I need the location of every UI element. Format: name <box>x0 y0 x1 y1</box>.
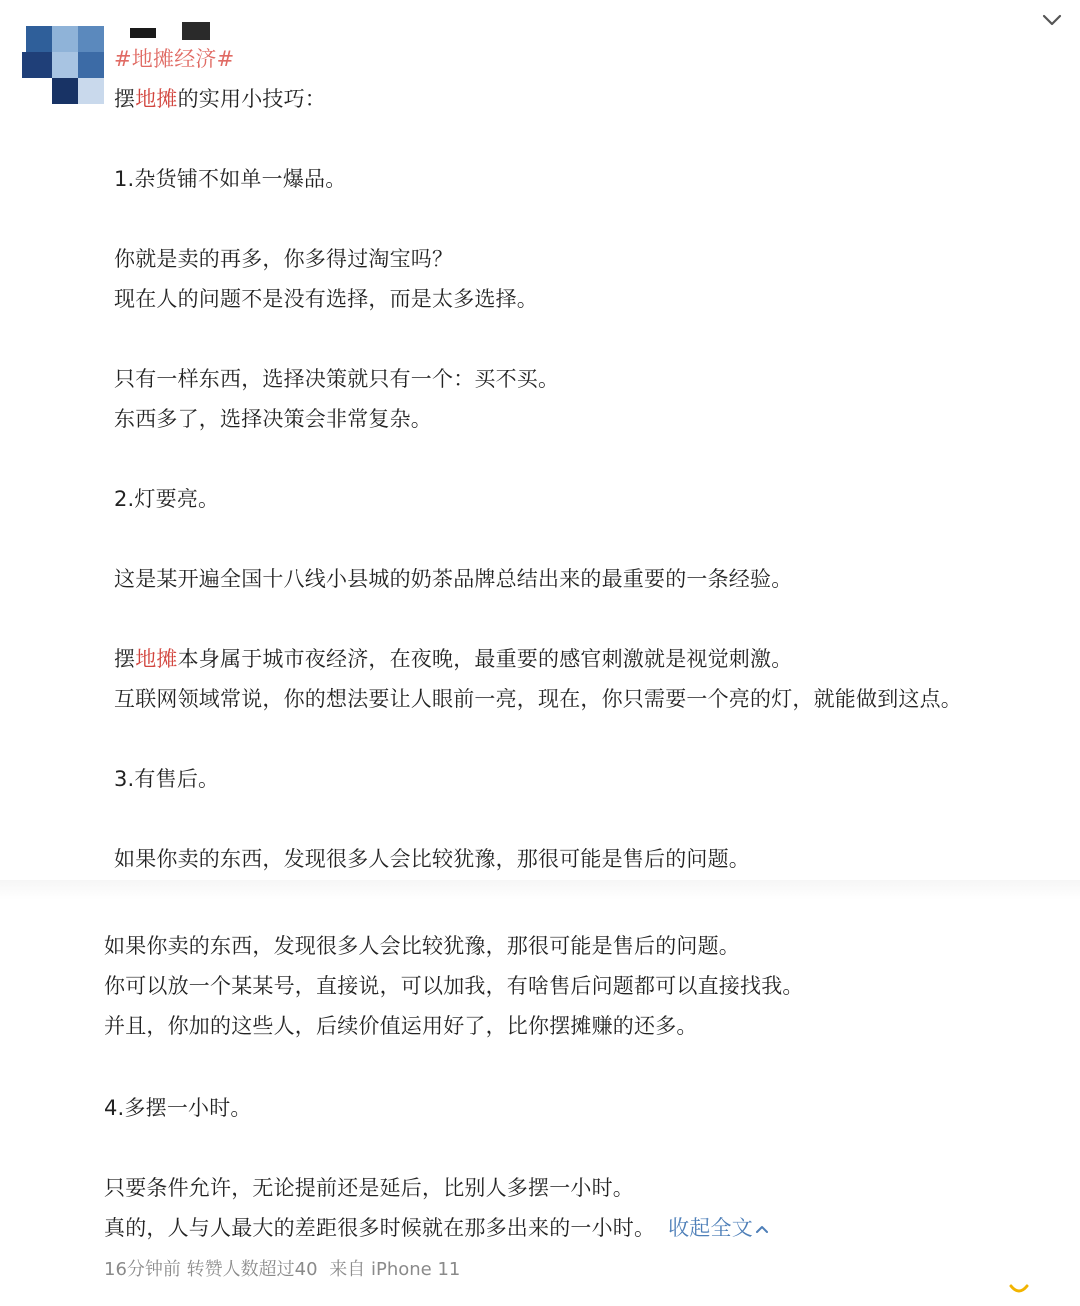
redaction-block <box>130 28 156 38</box>
intro-line <box>114 84 326 114</box>
tip-3-title: 3.有售后。 <box>114 767 220 791</box>
avatar-pixel <box>52 52 78 78</box>
collapse-label: 收起全文 <box>668 1216 753 1240</box>
avatar-pixel <box>52 78 78 104</box>
post-time: 16分钟前 <box>104 1259 181 1280</box>
tip-2-title: 2.灯要亮。 <box>114 487 220 511</box>
paragraph-line <box>104 1213 769 1243</box>
avatar-pixel <box>78 26 104 52</box>
chevron-up-icon <box>755 1223 769 1235</box>
paragraph-line: 如果你卖的东西，发现很多人会比较犹豫，那很可能是售后的问题。 <box>114 847 750 871</box>
paragraph-line: 这是某开遍全国十八线小县城的奶茶品牌总结出来的最重要的一条经验。 <box>114 567 793 591</box>
chevron-down-icon[interactable] <box>1040 8 1064 32</box>
paragraph-line: 只有一样东西，选择决策就只有一个：买不买。 <box>114 367 560 391</box>
tip-4-title: 4.多摆一小时。 <box>104 1096 252 1120</box>
paragraph-line: 只要条件允许，无论提前还是延后，比别人多摆一小时。 <box>104 1176 634 1200</box>
avatar-pixel <box>26 26 52 52</box>
screenshot-seam <box>0 880 1080 900</box>
repost-count[interactable]: 转赞人数超过40 <box>186 1259 318 1280</box>
redacted-username[interactable] <box>130 22 220 44</box>
tip-1-title: 1.杂货铺不如单一爆品。 <box>114 167 347 191</box>
avatar-pixel <box>78 52 104 78</box>
post-source: 来自 iPhone 11 <box>329 1259 461 1280</box>
avatar-pixel <box>22 52 52 78</box>
collapse-full-text-link[interactable] <box>668 1216 769 1240</box>
keyword-highlight[interactable]: 地摊 <box>135 647 178 671</box>
avatar-pixel <box>52 26 78 52</box>
paragraph-line: 并且，你加的这些人，后续价值运用好了，比你摆摊赚的还多。 <box>104 1014 698 1038</box>
text-suffix: 本身属于城市夜经济，在夜晚，最重要的感官刺激就是视觉刺激。 <box>177 647 793 671</box>
paragraph-line: 互联网领域常说，你的想法要让人眼前一亮，现在，你只需要一个亮的灯，就能做到这点。 <box>114 687 962 711</box>
text-prefix: 摆 <box>114 647 136 671</box>
intro-prefix: 摆 <box>114 87 136 111</box>
redaction-block <box>182 22 210 40</box>
paragraph-line: 你就是卖的再多，你多得过淘宝吗？ <box>114 247 454 271</box>
paragraph-line: 现在人的问题不是没有选择，而是太多选择。 <box>114 287 538 311</box>
paragraph-line: 如果你卖的东西，发现很多人会比较犹豫，那很可能是售后的问题。 <box>104 934 740 958</box>
last-line-text: 真的，人与人最大的差距很多时候就在那多出来的一小时。 <box>104 1216 656 1240</box>
hashtag-link[interactable]: #地摊经济# <box>114 47 235 71</box>
avatar-pixel <box>78 78 104 104</box>
keyword-highlight[interactable]: 地摊 <box>135 87 178 111</box>
intro-suffix: 的实用小技巧： <box>177 87 327 111</box>
paragraph-line: 东西多了，选择决策会非常复杂。 <box>114 407 432 431</box>
post-meta <box>104 1257 460 1283</box>
paragraph-line <box>114 644 792 674</box>
paragraph-line: 你可以放一个某某号，直接说，可以加我，有啥售后问题都可以直接找我。 <box>104 974 804 998</box>
smile-icon <box>1008 1282 1030 1296</box>
avatar[interactable] <box>22 26 106 104</box>
